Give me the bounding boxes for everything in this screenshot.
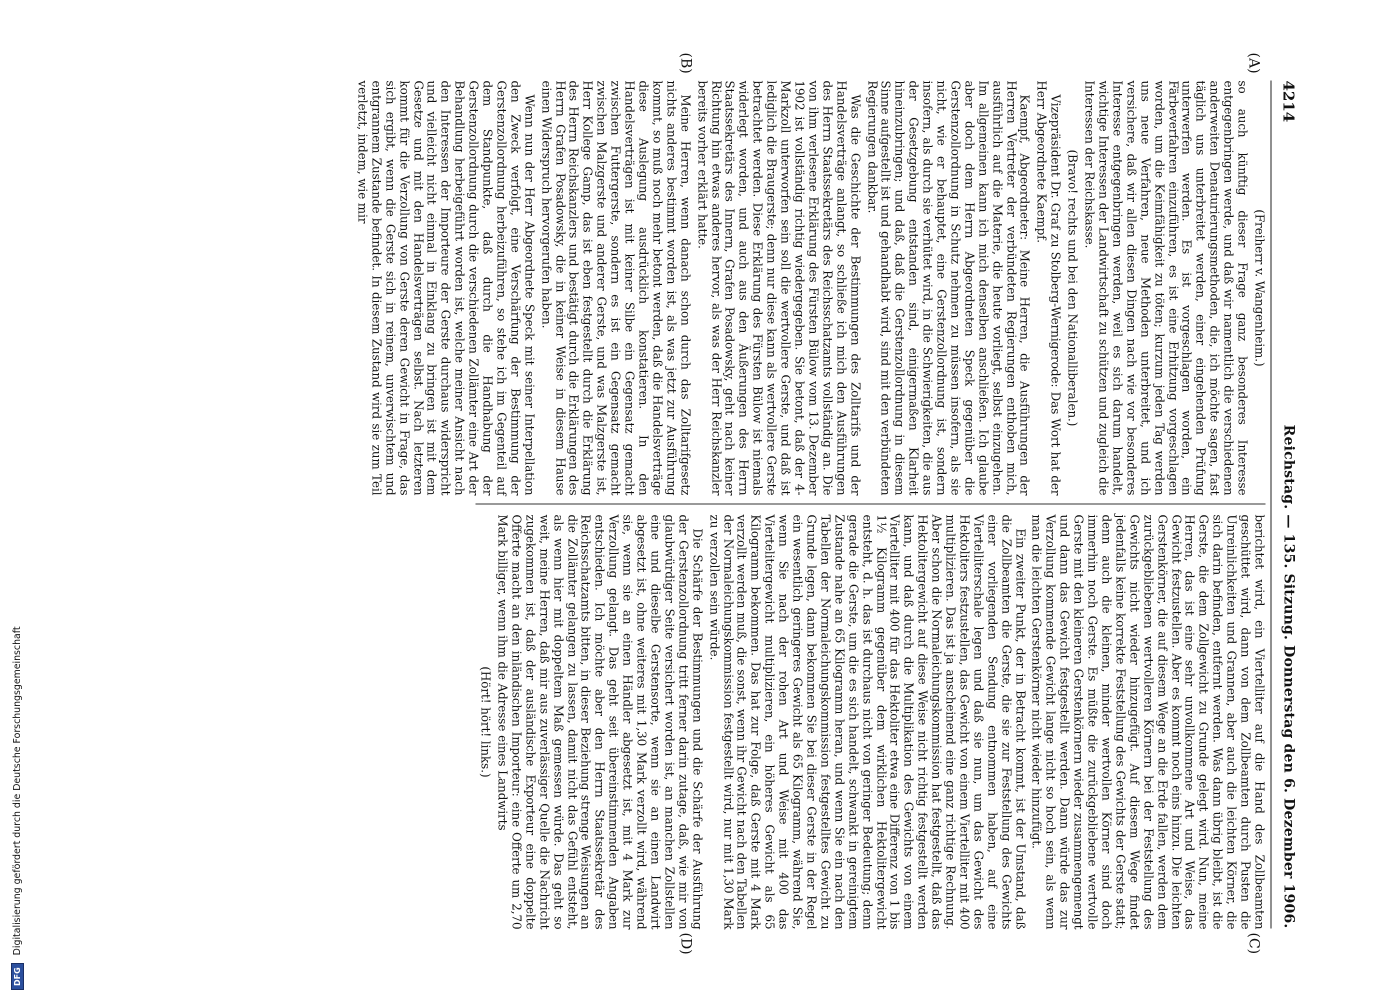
paragraph: Ein zweiter Punkt, der in Betracht kommt, ist der Umstand, daß die Zollbeamten die Gerste, die sie zur Feststellung des Gewichts einer vorliegenden Sendung entnommen haben, auf eine Viertelliterschale legen und daß sie nun, um das Gewicht des Hektoliters festzustellen, das Gewicht von einem Viertelliter mit 400 multiplizieren. Das ist ja anscheinend eine ganz richtige Rechnung. Aber schon die Normaleichungskommission hat festgestellt, daß das Hektolitergewicht auf diese Weise nicht richtig festgestellt werden kann, und daß durch die Multiplikation des Gewichts von einem Viertelliter mit 400 für das Hektoliter etwa eine Differenz von 1 bis 1½ Kilogramm gegenüber dem wirklichen Hektolitergewicht entsteht, d. h. das ist durchaus nicht von geringer Bedeutung; denn gerade die Gerste, um die es sich handelt, schwankt in gereinigtem Zustande nahe an 65 Kilogramm heran, und wenn Sie ein nach den Tabellen der Normaleichungskommission festgestelltes Gewicht zu Grunde legen, dann bekommen Sie bei dieser Gerste in der Regel ein wesentlich geringeres Gewicht als 65 Kilogramm, während Sie, wenn Sie nach der rohen Art und Weise mit 400 das Viertelitergewicht multiplizieren, ein höheres Gewicht als 65 Kilogramm bekommen. Das hat zur Folge, daß Gerste mit 4 Mark verzollt werden muß, die sonst, wenn ihr Gewicht nach den Tabellen der Normaleichungskommission festgestellt wird, nur mit 1,30 Mark zu verzollen sein würde.: [706, 514, 1027, 929]
margin-marker-c: (C): [1245, 932, 1261, 954]
paragraph: so auch künftig dieser Frage ganz besonderes Interesse entgegenbringen werde, und daß wir namentlich die verschiedenen anderweiten Denaturierungsmethoden, die, ich möchte sagen, fast täglich uns unterbreitet werden, einer eingehenden Prüfung unterwerfen werden. Es ist vorgeschlagen worden, ein Färbeverfahren einzuführen, es ist eine Erhitzung vorgeschlagen worden, um die Keimfähigkeit zu töten; kurzum jeden Tag werden uns neue Verfahren, neue Methoden unterbreitet, und ich versichere, daß wir allen diesen Dingen nach wie vor besonderes Interesse entgegenbringen werden, weil es sich darum handelt, wichtige Interessen der Landwirtschaft zu schützen und zugleich die Interessen der Reichskasse.: [1082, 80, 1250, 495]
paragraph: berichtet wird, ein Viertelliter auf die Hand des Zollbeamten geschüttet wird, dann von dem Zollbeamten durch Pusten die Unreinlichkeiten und Grannen, aber auch die leichten Körner, die sich darin befinden, entfernt werden. Was dann übrig bleibt, ist die Gerste, die dem Zollgewicht zu Grunde gelegt wird. Nun, meine Herren, das ist eine sehr unvollkommene Art und Weise, das Gewicht festzustellen. Aber es kommt noch eins hinzu. Die leichten Gerstenkörner, die auf diesem Wege an die Erde fallen, werden dem zurückgebliebenen wertvolleren Körnern bei der Feststellung des Gewichts nicht wieder hinzugefügt. Auf diesem Wege findet jedenfalls keine korrekte Feststellung des Gewichts der Gerste statt; denn auch die kleinen, minder wertvollen Körner sind doch immerhin noch Gerste. Es müßte die zurückgebliebene wertvolle Gerste mit den kleineren Gerstenkörnern wieder zusammengemengt und dann das Gewicht festgestellt werden. Dann würde das zur Verzollung kommende Gewicht lange nicht so hoch sein, als wenn man die leichten Gerstenkörner nicht wieder hinzufügt.: [1029, 514, 1266, 929]
footer-text: Digitalisierung gefördert durch die Deutsche Forschungsgemeinschaft: [11, 626, 23, 956]
margin-marker-b: (B): [677, 52, 693, 74]
page-header: [1270, 80, 1305, 928]
margin-marker-d: (D): [677, 932, 693, 955]
interjection: (Hört! hört! links.): [478, 665, 493, 778]
paragraph: Was die Geschichte der Bestimmungen des Zolltarifs und der Handelsverträge anlangt, so schließe ich mich den Ausführungen des Herrn Staatssekretärs des Reichsschatzamts vollständig an. Die von ihm verlesene Erklärung des Fürsten Bülow vom 13. Dezember 1902 ist vollständig richtig wiedergegeben. Sie betont, daß der 4-Markzoll unterworfen sein soll die wertvollere Gerste, und daß ist lediglich die Braugerste; denn nur diese kann als wertvollere Gerste betrachtet werden. Diese Erklärung des Fürsten Bülow ist niemals widerlegt worden, und auch aus den Äußerungen des Herrn Staatssekretärs des Innern, Grafen Posadowsky, geht nach keiner Richtung hin etwas anderes hervor, als was der Herr Reichskanzler bereits vorher erklärt hatte.: [694, 80, 862, 495]
dfg-logo: DFG: [11, 963, 24, 990]
paragraph: Meine Herren, wenn danach schon durch das Zolltarifgesetz nichts anderes bestimmt worden ist, als was jetzt zur Ausführung kommt, so muß noch mehr betont werden, daß die Handelsverträge diese Auslegung ausdrücklich konstatieren. In den Handelsverträgen ist mit keiner Silbe ein Gegensatz gemacht zwischen Futtergerste, sondern es ist ein Gegensatz gemacht zwischen Malzgerste und anderer Gerste, und was Malzgerste ist, Herr Kollege Gamp, das ist eben festgestellt durch die Erklärung des Herrn Reichskanzlers und bestätigt durch die Erklärungen des Herrn Grafen Posadowsky, die in keiner Weise in diesem Hause einen Widerspruch hervorgerufen haben.: [538, 80, 692, 495]
right-column: [475, 514, 1265, 929]
page-title: Reichstag. — 135. Sitzung. Donnerstag den 6. Dezember 1906.: [1280, 424, 1296, 928]
digitization-footer: [6, 330, 28, 990]
margin-marker-a: (A): [1245, 52, 1261, 74]
speaker-intro: (Freiherr v. Wangenheim.): [1252, 208, 1266, 367]
paragraph: Kaempf, Abgeordneter: Meine Herren, die Ausführungen der Herren Vertreter der verbündeten Regierungen enthoben mich, ausführlich auf die Materie, die heute vorliegt, selbst einzugehen. Im allgemeinen kann ich mich denselben anschließen. Ich glaube aber doch dem Herrn Abgeordneten Speck gegenüber die Gerstenzollordnung in Schutz nehmen zu müssen insofern, als sie nicht, wie er behauptet, eine Gerstenzollordnung ist, sondern insofern, als durch sie verhütet wird, in die Schwierigkeiten, die aus der Gesetzgebung entstanden sind, einigermaßen Klarheit hineinzubringen; und daß, daß die Gerstenzollordnung in diesem Sinne aufgestellt ist und gehandhabt wird, sind mit den verbündeten Regierungen dankbar.: [864, 80, 1032, 495]
page-number: 4214: [1279, 80, 1297, 122]
column-divider: [475, 503, 1265, 504]
paragraph: Vizepräsident Dr. Graf zu Stolberg-Wernigerode: Das Wort hat der Herr Abgeordnete Kaempf.: [1034, 80, 1063, 495]
applause-note: (Bravo! rechts und bei den Nationalliberalen.): [1065, 149, 1080, 426]
left-column: [354, 80, 1266, 495]
paragraph: Wenn nun der Herr Abgeordnete Speck mit seiner Interpellation den Zweck verfolgt, eine Verschärfung der Bestimmung der Gerstenzollordnung herbeizuführen, so stehe ich im Gegenteil auf dem Standpunkte, daß durch die Handhabung der Gerstenzollordnung durch die verschiedenen Zollämter eine Art der Behandlung herbeigeführt worden ist, welche meiner Ansicht nach den Interessen der Importeure der Gerste durchaus widerspricht und vielleicht nicht einmal in Einklang zu bringen ist mit dem Gesetze und mit den Handelsverträgen selbst. Nach letzteren kommt für die Verzollung von Gerste deren Gewicht in Frage, das sich ergibt, wenn die Gerste sich in reinem, unverwischtem und entgrannem Zustande befindet. In diesem Zustand wird sie zum Teil verletzt, indem, wie mir: [354, 80, 536, 495]
paragraph: Die Schärfe der Bestimmungen und die Schärfe der Ausführung der Gerstenzollordnung tritt ferner darin zutage, daß, wie mir von glaubwürdiger Seite versichert worden ist, an manchen Zollstellen eine und dieselbe Gerstensorte, wenn sie an einen Landwirt abgesetzt ist, ohne weiteres mit 1,30 Mark verzollt wird, während sie, wenn sie an einen Händler abgesetzt ist, mit 4 Mark zur Verzollung gelangt. Das geht seit übereinstimmenden Angaben entschieden. Ich möchte aber den Herrn Staatssekretär des Reichsschatzamts bitten, in dieser Beziehung strenge Weisungen an die Zollämter gelangen zu lassen, damit nicht das Gefühl entsteht, als wenn hier mit doppeltem Maß gemessen würde. Das geht so weit, meine Herren, daß mir aus zuverlässiger Quelle die Nachricht zugekommen ist, daß der ausländische Exporteur eine doppelte Offerte macht an den inländischen Importeur: eine Offerte um 2,70 Mark billiger, wenn ihm die Adresse eines Landwirts: [495, 514, 704, 929]
